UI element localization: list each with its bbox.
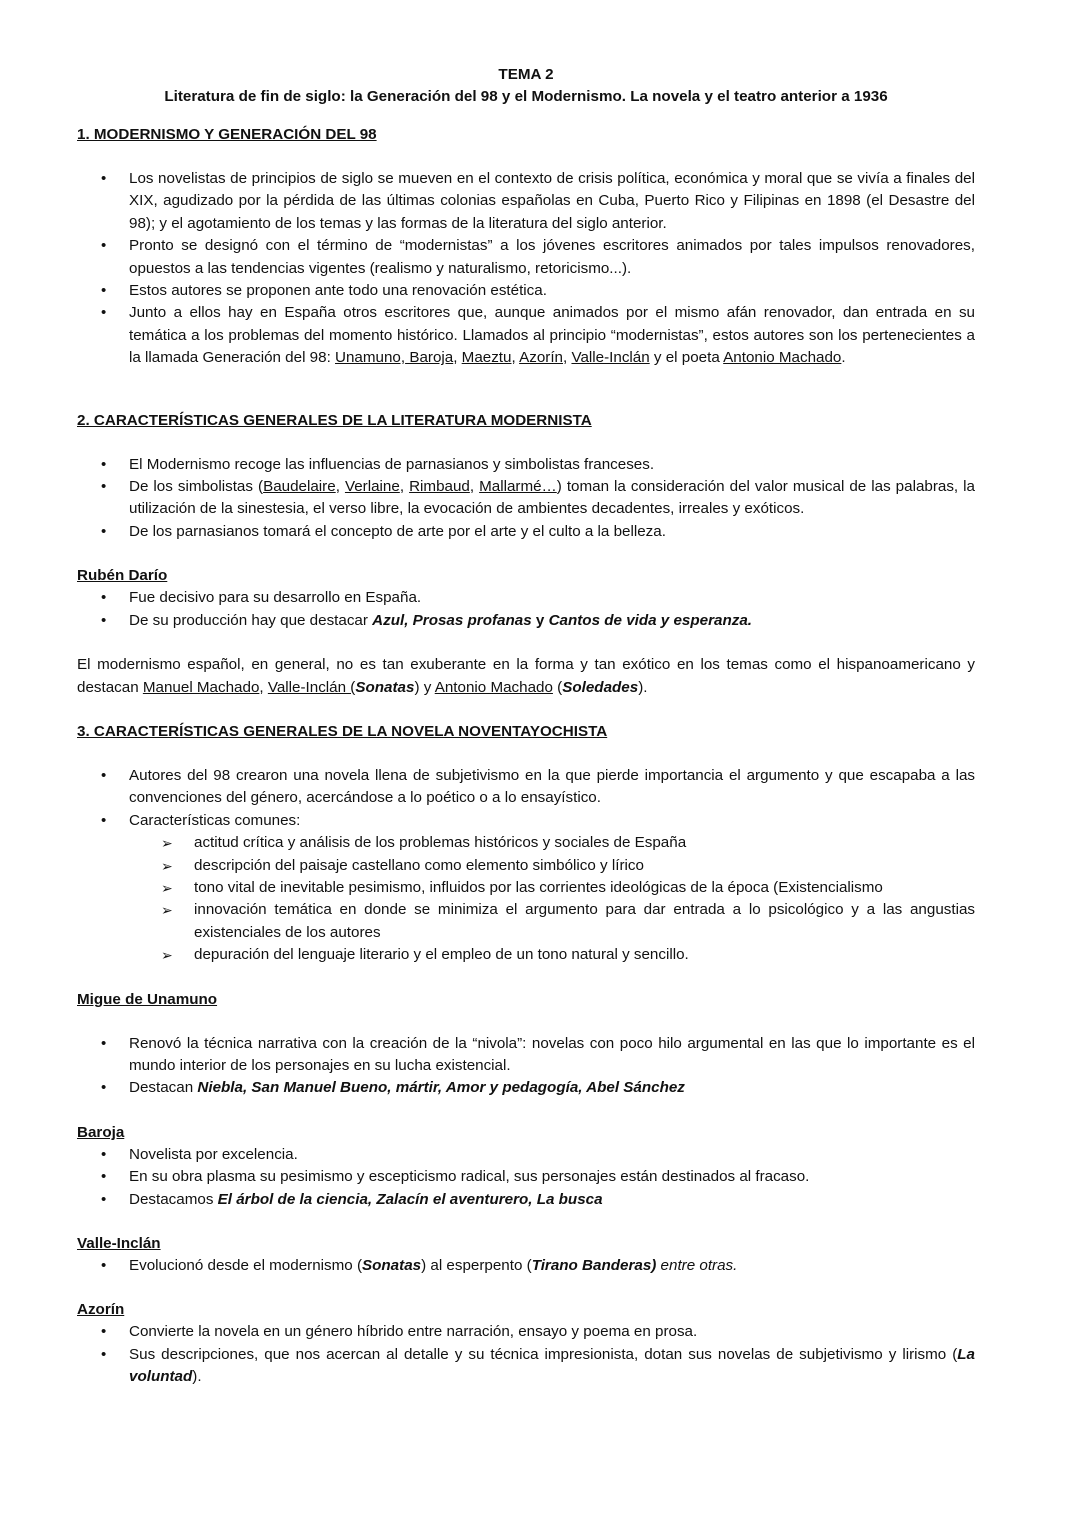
list-item: • Los novelistas de principios de siglo se mueven en el contexto de crisis política, económica y moral que se vivía a finales del XIX, agudizado por la pérdida de las últimas colonias españolas en Cuba, Puerto Rico y Filipinas en 1898 (el Desastre del 98); y el agotamiento de los temas y las formas de la literatura del siglo anterior. — [77, 168, 975, 235]
list-item: ➢ depuración del lenguaje literario y el empleo de un tono natural y sencillo. — [77, 944, 975, 966]
list-item: • De los simbolistas (Baudelaire, Verlaine, Rimbaud, Mallarmé…) toman la consideración del valor musical de las palabras, la utilización de la sinestesia, el verso libre, la evocación de ambientes decadentes, irreales y exóticos. — [77, 476, 975, 521]
dario-list — [77, 587, 975, 632]
list-item: • Evolucionó desde el modernismo (Sonatas) al esperpento (Tirano Banderas) entre otras. — [77, 1255, 975, 1277]
list-item: • En su obra plasma su pesimismo y escepticismo radical, sus personajes están destinados al fracaso. — [77, 1166, 975, 1188]
author-link: Azorín — [519, 349, 563, 367]
arrow-icon: ➢ — [161, 835, 173, 852]
arrow-icon: ➢ — [161, 879, 173, 896]
author-link: Baroja — [405, 349, 454, 367]
arrow-icon: ➢ — [161, 902, 173, 919]
section-2-list — [77, 454, 975, 544]
unamuno-heading: Migue de Unamuno — [77, 990, 218, 1008]
list-item: • Pronto se designó con el término de “modernistas” a los jóvenes escritores animados por tales impulsos renovadores, opuestos a las tendencias vigentes (realismo y naturalismo, retoricismo...). — [77, 235, 975, 280]
author-link: Antonio Machado — [723, 349, 842, 367]
baroja-list — [77, 1144, 975, 1211]
azorin-heading: Azorín — [77, 1301, 125, 1319]
list-item: • De su producción hay que destacar Azul, Prosas profanas y Cantos de vida y esperanza. — [77, 610, 975, 632]
list-item: • El Modernismo recoge las influencias de parnasianos y simbolistas franceses. — [77, 454, 975, 476]
features-list — [77, 832, 975, 966]
dario-heading: Rubén Darío — [77, 567, 168, 585]
page-subtitle: Literatura de fin de siglo: la Generación del 98 y el Modernismo. La novela y el teatro anterior a 1936 — [164, 88, 888, 105]
azorin-list — [77, 1321, 975, 1388]
author-link: Unamuno, — [335, 349, 406, 367]
valle-list — [77, 1255, 975, 1277]
list-item: • Destacamos El árbol de la ciencia, Zalacín el aventurero, La busca — [77, 1189, 975, 1211]
list-item: ➢ tono vital de inevitable pesimismo, influidos por las corrientes ideológicas de la época (Existencialismo — [77, 877, 975, 899]
arrow-icon: ➢ — [161, 947, 173, 964]
list-item: • Características comunes: — [77, 810, 975, 832]
author-link: Maeztu — [461, 349, 512, 367]
list-item: • Estos autores se proponen ante todo una renovación estética. — [77, 280, 975, 302]
section-2-heading: 2. CARACTERÍSTICAS GENERALES DE LA LITERATURA MODERNISTA — [77, 411, 592, 429]
list-item: • Convierte la novela en un género híbrido entre narración, ensayo y poema en prosa. — [77, 1321, 975, 1343]
list-item: • Destacan Niebla, San Manuel Bueno, mártir, Amor y pedagogía, Abel Sánchez — [77, 1077, 975, 1099]
list-item: • Sus descripciones, que nos acercan al detalle y su técnica impresionista, dotan sus novelas de subjetivismo y lirismo (La voluntad). — [77, 1344, 975, 1389]
list-item: • Autores del 98 crearon una novela llena de subjetivismo en la que pierde importancia el argumento y que escapaba a las convenciones del género, acercándose a lo poético o a lo ensayístico. — [77, 765, 975, 810]
valle-heading: Valle-Inclán — [77, 1235, 161, 1252]
arrow-icon: ➢ — [161, 857, 173, 874]
section-3-heading: 3. CARACTERÍSTICAS GENERALES DE LA NOVELA NOVENTAYOCHISTA — [77, 722, 608, 740]
list-item: • Junto a ellos hay en España otros escritores que, aunque animados por el mismo afán renovador, dan entrada en su temática a los problemas del momento histórico. Llamados al principio “modernistas”, estos autores son los pertenecientes a la llamada Generación del 98: Unamuno, Baroja, Maeztu, Azorín, Valle-Inclán y el poeta Antonio Machado. — [77, 302, 975, 369]
document-page — [77, 64, 975, 1389]
list-item: • Fue decisivo para su desarrollo en España. — [77, 587, 975, 609]
baroja-heading: Baroja — [77, 1123, 125, 1141]
section-1-heading: 1. MODERNISMO Y GENERACIÓN DEL 98 — [77, 126, 377, 143]
section-3-list — [77, 765, 975, 832]
unamuno-list — [77, 1033, 975, 1100]
list-item: ➢ innovación temática en donde se minimiza el argumento para dar entrada a lo psicológico y a las angustias existenciales de los autores — [161, 901, 975, 941]
author-link: Valle-Inclán — [571, 349, 650, 367]
list-item: • De los parnasianos tomará el concepto de arte por el arte y el culto a la belleza. — [77, 521, 975, 543]
list-item: ➢ actitud crítica y análisis de los problemas históricos y sociales de España — [77, 832, 975, 854]
modernismo-paragraph: El modernismo español, en general, no es tan exuberante en la forma y tan exótico en los temas como el hispanoamericano y destacan Manuel Machado, Valle-Inclán (Sonatas) y Antonio Machado (Soledades). — [77, 656, 975, 696]
list-item: ➢ descripción del paisaje castellano como elemento simbólico y lírico — [77, 855, 975, 877]
list-item: • Renovó la técnica narrativa con la creación de la “nivola”: novelas con poco hilo argumental en las que lo importante es el mundo interior de los personajes en su lucha existencial. — [77, 1033, 975, 1078]
page-title: TEMA 2 — [498, 66, 554, 83]
section-1-list — [77, 168, 975, 370]
list-item: • Novelista por excelencia. — [77, 1144, 975, 1166]
